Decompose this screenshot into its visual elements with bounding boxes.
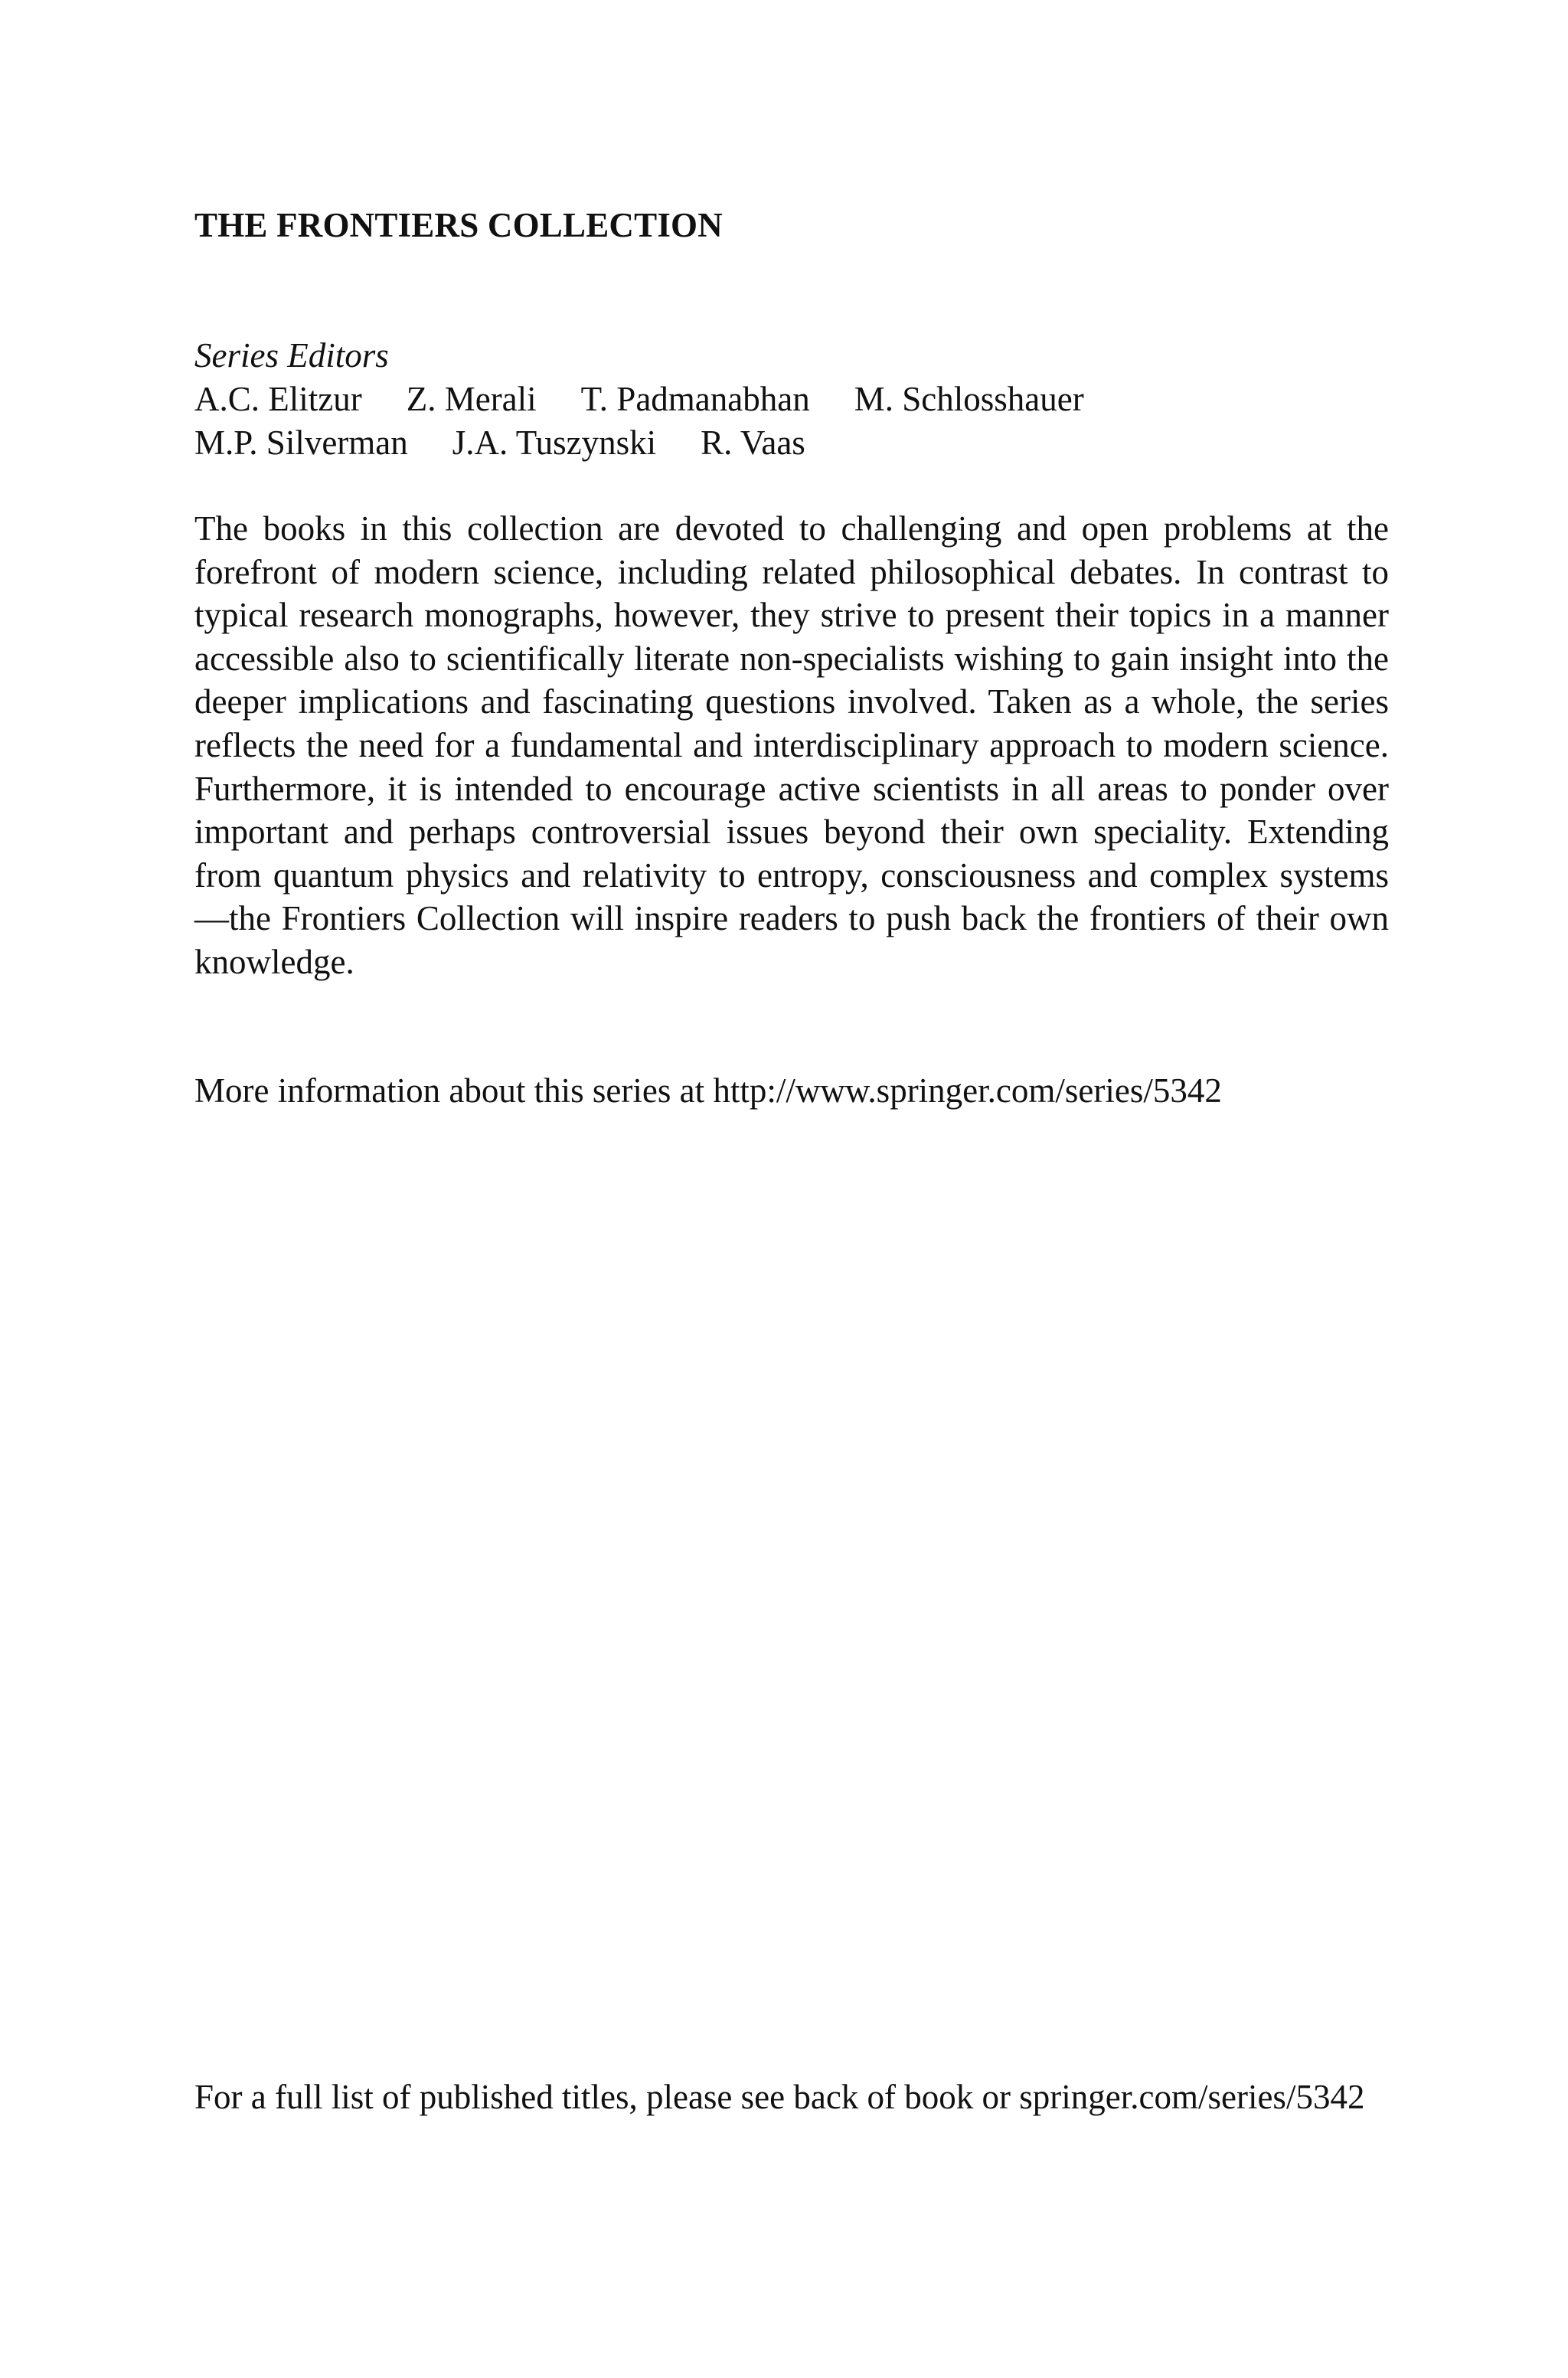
editor-name: M. Schlosshauer [854, 380, 1084, 418]
editor-name: J.A. Tuszynski [452, 424, 657, 462]
editor-name: T. Padmanabhan [580, 380, 810, 418]
series-title: THE FRONTIERS COLLECTION [194, 206, 723, 244]
editors-row-2 [194, 423, 805, 463]
editor-name: M.P. Silverman [194, 424, 408, 462]
more-info-line: More information about this series at http://www.springer.com/series/5342 [194, 1071, 1222, 1110]
editor-name: A.C. Elitzur [194, 380, 362, 418]
full-list-note: For a full list of published titles, please see back of book or springer.com/series/5342 [194, 2078, 1365, 2116]
series-editors-label: Series Editors [194, 336, 389, 375]
editor-name: Z. Merali [406, 380, 537, 418]
editor-name: R. Vaas [701, 424, 805, 462]
editors-row-1 [194, 379, 1084, 419]
series-description: The books in this collection are devoted to challenging and open problems at the forefront of modern science, including related philosophical debates. In contrast to typical research monographs, however, they strive to present their topics in a manner accessible also to scientifically literate non-specialists wishing to gain insight into the deeper implications and fascinating questions involved. Taken as a whole, the series reflects the need for a fundamental and interdisciplinary approach to modern science. Furthermore, it is intended to encourage active scientists in all areas to ponder over important and perhaps controversial issues beyond their own speciality. Extending from quantum physics and relativity to entropy, consciousness and complex systems—the Frontiers Collection will inspire readers to push back the frontiers of their own knowledge. [194, 509, 1389, 981]
